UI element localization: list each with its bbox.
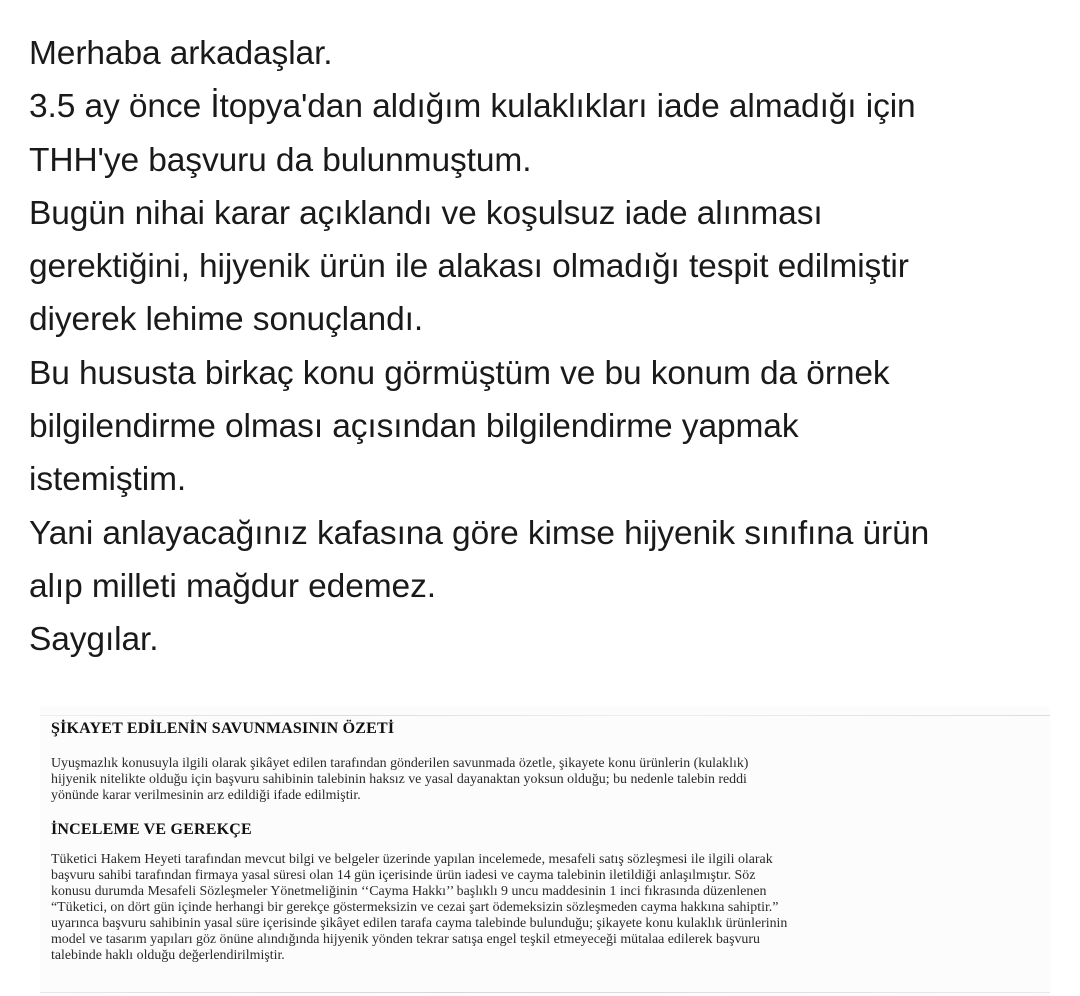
post-line: Merhaba arkadaşlar. [29, 35, 333, 72]
post-line: bilgilendirme olması açısından bilgilendirme yapmak [29, 408, 799, 446]
document-scan-image[interactable] [40, 706, 1050, 996]
paragraph-line: konusu durumda Mesafeli Sözleşmeler Yönetmeliğinin ‘‘Cayma Hakkı’’ başlıklı 9 uncu maddesinin 1 inci fıkrasında düzenlenen [51, 884, 767, 899]
paragraph-line: uyarınca başvuru sahibinin yasal süre içerisinde şikâyet edilen tarafa cayma talebinde bulunduğu; şikayete konu kulaklık ürünlerinin [51, 916, 788, 931]
section-heading-review-reasoning: İNCELEME VE GEREKÇE [51, 821, 252, 838]
paragraph-line: “Tüketici, on dört gün içinde herhangi bir gerekçe göstermeksizin ve cezai şart ödemeksizin sözleşmeden cayma hakkına sahiptir.” [51, 900, 779, 915]
post-line: Bu hususta birkaç konu görmüştüm ve bu konum da örnek [29, 354, 890, 392]
post-line: istemiştim. [29, 461, 187, 499]
post-line: gerektiğini, hijyenik ürün ile alakası olmadığı tespit edilmiştir [29, 248, 909, 286]
paragraph-line: yönünde karar verilmesinin arz edildiği ifade edilmiştir. [51, 788, 361, 803]
paragraph-line: model ve tasarım yapıları göz önüne alındığında hijyenik yönden tekrar satışa engel teşkil etmeyeceği mütalaa edilerek başvuru [51, 932, 760, 947]
document-top-rule [40, 715, 1050, 716]
post-line: diyerek lehime sonuçlandı. [29, 301, 424, 339]
paragraph-line: Tüketici Hakem Heyeti tarafından mevcut bilgi ve belgeler üzerinde yapılan incelemede, mesafeli satış sözleşmesi ile ilgili olarak [51, 852, 773, 867]
paragraph-line: Uyuşmazlık konusuyla ilgili olarak şikâyet edilen tarafından gönderilen savunmada özetle, şikayete konu ürünlerin (kulaklık) [51, 756, 749, 771]
paragraph-line: talebinde haklı olduğu değerlendirilmiştir. [51, 948, 285, 963]
post-line: alıp milleti mağdur edemez. [29, 567, 436, 605]
section-paragraph-review-reasoning [51, 852, 787, 964]
post-line: Bugün nihai karar açıklandı ve koşulsuz iade alınması [29, 194, 823, 232]
section-paragraph-defense-summary [51, 756, 748, 804]
post-line: Yani anlayacağınız kafasına göre kimse hijyenik sınıfına ürün [29, 514, 930, 552]
post-line: Saygılar. [29, 621, 159, 659]
section-heading-defense-summary: ŞİKAYET EDİLENİN SAVUNMASININ ÖZETİ [51, 720, 395, 737]
document-bottom-rule [40, 992, 1050, 993]
paragraph-line: başvuru sahibi tarafından firmaya yasal süresi olan 14 gün içerisinde ürün iadesi ve cayma talebinin iletildiği anlaşılmıştır. Söz [51, 868, 756, 883]
paragraph-line: hijyenik nitelikte olduğu için başvuru sahibinin talebinin haksız ve yasal dayanaktan yoksun olduğu; bu nedenle talebin reddi [51, 772, 747, 787]
post-body [29, 27, 1059, 667]
post-line: THH'ye başvuru da bulunmuştum. [29, 141, 532, 179]
post-line: 3.5 ay önce İtopya'dan aldığım kulaklıkları iade almadığı için [29, 88, 916, 126]
